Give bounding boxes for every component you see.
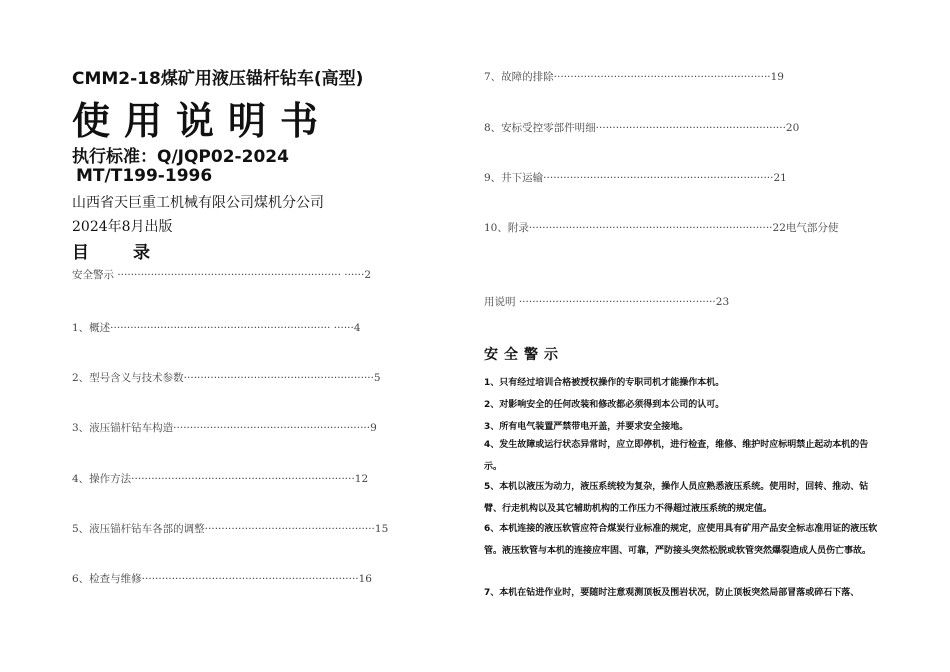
safety-item: 7、本机在钻进作业时，要随时注意观测顶板及围岩状况，防止顶板突然局部冒落或碎石下落、	[484, 588, 860, 598]
toc-heading-right: 录	[133, 243, 152, 263]
safety-item: 2、对影响安全的任何改装和修改都必须得到本公司的认可。	[484, 400, 725, 410]
product-title: CMM2-18煤矿用液压锚杆钻车(高型)	[72, 69, 364, 89]
toc-entry[interactable]: 3、液压锚杆钻车构造···························································9	[72, 422, 377, 434]
toc-entry[interactable]: 8、安标受控零部件明细·························································20	[484, 122, 800, 134]
safety-heading: 安全警示	[484, 347, 564, 363]
manual-title: 使用说明书	[72, 99, 333, 143]
safety-item: 3、所有电气装置严禁带电开盖，并要求安全接地。	[484, 422, 689, 432]
toc-heading-left: 目	[72, 243, 91, 263]
safety-item: 6、本机连接的液压软管应符合煤炭行业标准的规定，应使用具有矿用产品安全标志准用证的液压软管。液压软管与本机的连接应牢固、可靠，严防接头突然松脱或软管突然爆裂造成人员伤亡事故。	[484, 524, 878, 556]
safety-item: 5、本机以液压为动力，液压系统较为复杂，操作人员应熟悉液压系统。使用时，回转、推动、钻臂、行走机构以及其它辅助机构的工作压力不得超过液压系统的规定值。	[484, 482, 869, 514]
standard-line-2: MT/T199-1996	[76, 166, 213, 186]
toc-entry[interactable]: 5、液压锚杆钻车各部的调整···················································15	[72, 523, 389, 535]
standard-line-1: 执行标准：Q/JQP02-2024	[72, 147, 289, 167]
toc-entry[interactable]: 7、故障的排除·································································19	[484, 71, 784, 83]
edition-date: 2024年8月出版	[72, 219, 173, 235]
toc-entry[interactable]: 6、检查与维修·································································16	[72, 573, 372, 585]
toc-entry[interactable]: 1、概述·································································· ······4	[72, 322, 361, 334]
toc-entry[interactable]: 9、井下运输·····································································21	[484, 172, 787, 184]
toc-entry[interactable]: 用说明 ···························································23	[484, 296, 730, 308]
company-name: 山西省天巨重工机械有限公司煤机分公司	[72, 195, 324, 211]
safety-item: 1、只有经过培训合格被授权操作的专职司机才能操作本机。	[484, 378, 725, 388]
toc-entry[interactable]: 10、附录·········································································22电气部分使	[484, 222, 839, 234]
safety-item: 4、发生故障或运行状态异常时，应立即停机，进行检查，维修、维护时应标明禁止起动本机的告示。	[484, 440, 869, 472]
toc-entry[interactable]: 2、型号含义与技术参数·························································5	[72, 372, 381, 384]
toc-entry[interactable]: 安全警示 ··································································· ······2	[72, 269, 372, 281]
toc-heading	[72, 238, 152, 263]
toc-entry[interactable]: 4、操作方法···································································12	[72, 473, 369, 485]
